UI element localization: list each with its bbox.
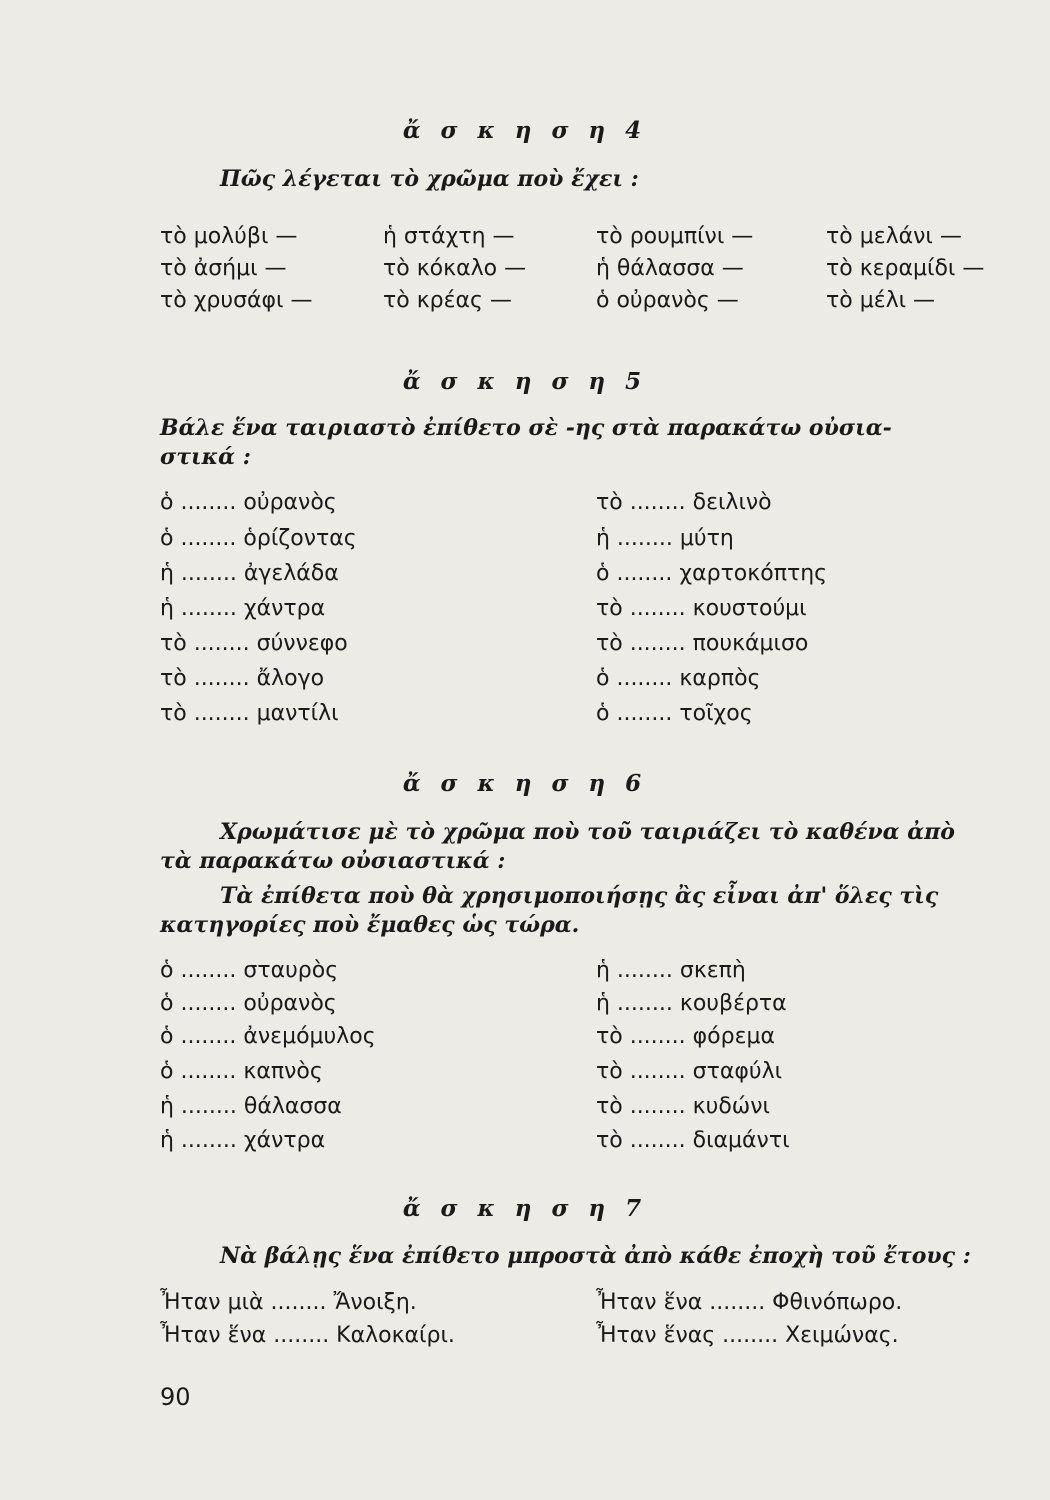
ex5-item: ὁ ........ οὐρανὸς	[160, 490, 337, 515]
ex7-sentence: Ἦταν μιὰ ........ Ἄνοιξη.	[160, 1290, 417, 1315]
ex6-item: ἡ ........ θάλασσα	[160, 1094, 342, 1119]
ex4-word: ὁ οὐρανὸς —	[596, 288, 739, 313]
exercise-7-heading: ἄ σ κ η σ η 7	[402, 1195, 648, 1222]
ex4-word: τὸ χρυσάφι —	[160, 288, 313, 313]
ex5-item: ὁ ........ τοῖχος	[596, 701, 753, 726]
ex5-item: ὁ ........ χαρτοκόπτης	[596, 561, 828, 586]
exercise-5-instruction-line1: Βάλε ἕνα ταιριαστὸ ἐπίθετο σὲ -ης στὰ παρακάτω οὐσια-	[160, 415, 892, 441]
ex5-item: ἡ ........ χάντρα	[160, 596, 326, 621]
ex6-item: ὁ ........ οὐρανὸς	[160, 991, 337, 1016]
ex5-item: τὸ ........ μαντίλι	[160, 701, 339, 726]
ex6-item: ὁ ........ καπνὸς	[160, 1059, 323, 1084]
exercise-4-instruction: Πῶς λέγεται τὸ χρῶμα ποὺ ἔχει :	[220, 166, 639, 192]
ex6-item: ἡ ........ σκεπὴ	[596, 958, 746, 983]
ex4-word: τὸ κρέας —	[383, 288, 512, 313]
exercise-7-instruction: Νὰ βάλῃς ἕνα ἐπίθετο μπροστὰ ἀπὸ κάθε ἐποχὴ τοῦ ἔτους :	[220, 1243, 971, 1269]
ex6-item: ἡ ........ κουβέρτα	[596, 991, 787, 1016]
ex5-item: ἡ ........ μύτη	[596, 526, 734, 551]
ex5-item: τὸ ........ κουστούμι	[596, 596, 807, 621]
ex5-item: τὸ ........ πουκάμισο	[596, 631, 809, 656]
ex5-item: τὸ ........ σύννεφο	[160, 631, 348, 656]
ex4-word: τὸ μελάνι —	[826, 224, 962, 249]
ex4-word: τὸ ρουμπίνι —	[596, 224, 754, 249]
ex7-sentence: Ἦταν ἕνα ........ Καλοκαίρι.	[160, 1323, 455, 1348]
ex4-word: ἡ θάλασσα —	[596, 256, 744, 281]
ex6-item: τὸ ........ διαμάντι	[596, 1128, 790, 1153]
ex5-item: ὁ ........ καρπὸς	[596, 666, 761, 691]
exercise-6-heading: ἄ σ κ η σ η 6	[402, 770, 648, 797]
ex4-word: τὸ μέλι —	[826, 288, 936, 313]
exercise-6-instruction2-line1: Τὰ ἐπίθετα ποὺ θὰ χρησιμοποιήσῃς ἂς εἶναι ἀπ' ὅλες τὶς	[220, 883, 939, 909]
exercise-4-heading: ἄ σ κ η σ η 4	[402, 117, 648, 144]
ex6-item: ἡ ........ χάντρα	[160, 1128, 326, 1153]
ex5-item: ὁ ........ ὁρίζοντας	[160, 526, 357, 551]
ex4-word: ἡ στάχτη —	[383, 224, 515, 249]
ex7-sentence: Ἦταν ἕνας ........ Χειμώνας.	[596, 1323, 899, 1348]
ex4-word: τὸ κόκαλο —	[383, 256, 527, 281]
exercise-5-instruction-line2: στικά :	[160, 444, 251, 470]
ex7-sentence: Ἦταν ἕνα ........ Φθινόπωρο.	[596, 1290, 903, 1315]
exercise-6-instruction2-line2: κατηγορίες ποὺ ἔμαθες ὡς τώρα.	[160, 912, 580, 938]
ex6-item: τὸ ........ κυδώνι	[596, 1094, 770, 1119]
exercise-6-instruction1-line2: τὰ παρακάτω οὐσιαστικά :	[160, 848, 506, 874]
ex4-word: τὸ μολύβι —	[160, 224, 298, 249]
exercise-5-heading: ἄ σ κ η σ η 5	[402, 368, 648, 395]
ex5-item: τὸ ........ δειλινὸ	[596, 490, 772, 515]
ex6-item: ὁ ........ ἀνεμόμυλος	[160, 1024, 376, 1049]
ex6-item: τὸ ........ σταφύλι	[596, 1059, 783, 1084]
ex6-item: τὸ ........ φόρεμα	[596, 1024, 775, 1049]
page-number: 90	[160, 1383, 191, 1411]
ex4-word: τὸ ἀσήμι —	[160, 256, 287, 281]
ex4-word: τὸ κεραμίδι —	[826, 256, 985, 281]
exercise-6-instruction1-line1: Χρωμάτισε μὲ τὸ χρῶμα ποὺ τοῦ ταιριάζει τὸ καθένα ἀπὸ	[220, 819, 955, 845]
ex5-item: τὸ ........ ἄλογο	[160, 666, 325, 691]
ex6-item: ὁ ........ σταυρὸς	[160, 958, 339, 983]
ex5-item: ἡ ........ ἀγελάδα	[160, 561, 339, 586]
